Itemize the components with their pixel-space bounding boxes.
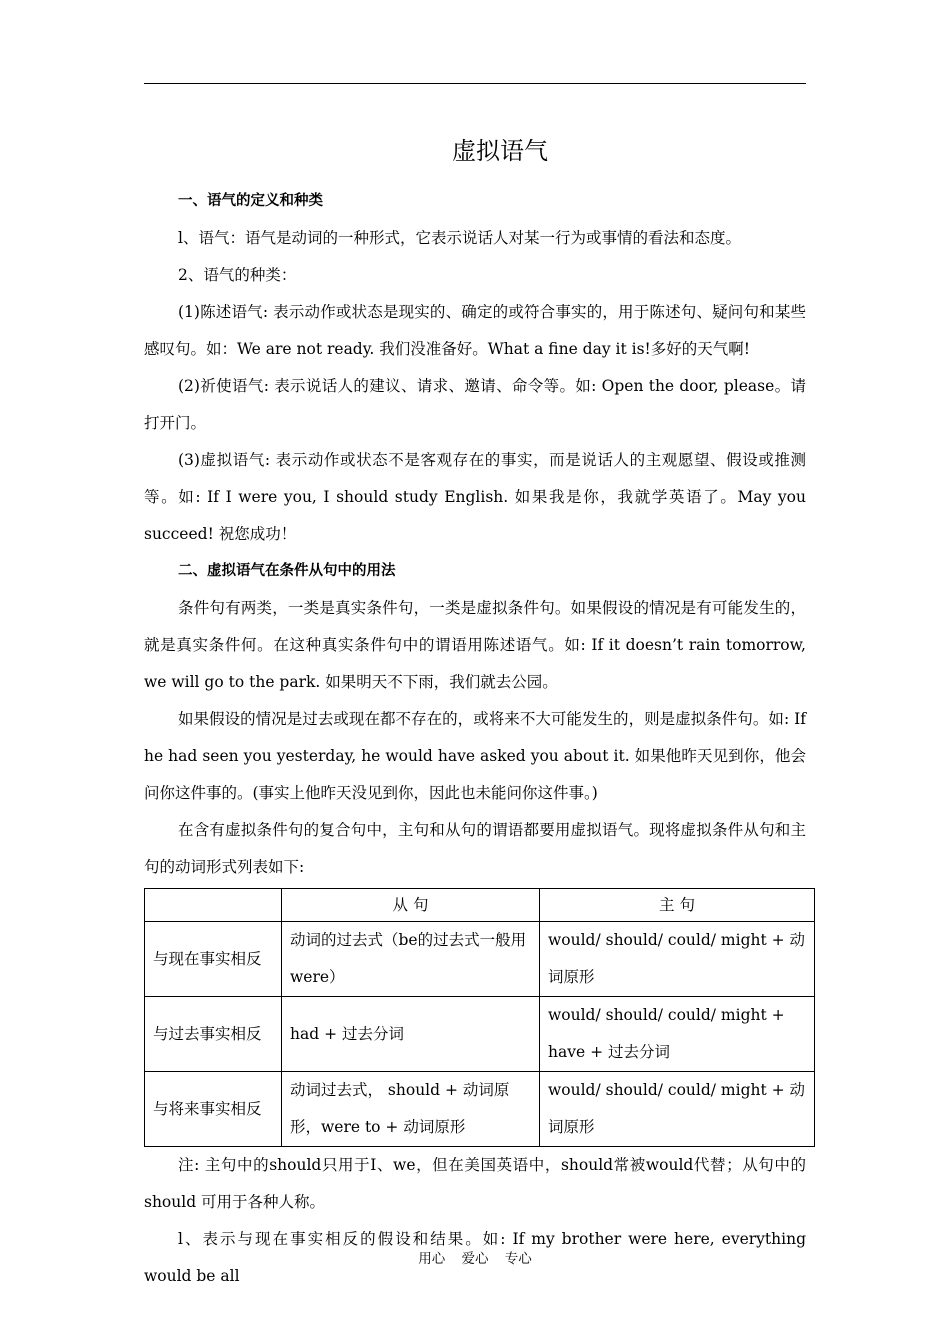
table-header-row xyxy=(145,889,815,922)
page-title: 虚拟语气 xyxy=(452,137,548,165)
usage-paragraph-1: l、表示与现在事实相反的假设和结果。如: If my brother were here, everything would be all xyxy=(144,1230,806,1285)
header-rule xyxy=(144,83,806,84)
table-header-cell: 主 句 xyxy=(540,889,815,922)
table-cell: 动词过去式， should + 动词原形，were to + 动词原形 xyxy=(282,1072,540,1147)
section1-paragraph-5: (3)虚拟语气: 表示动作或状态不是客观存在的事实，而是说话人的主观愿望、假设或推测等。如: If I were you, I should study English. 如果我是你，我就学英语了。May you succeed! 祝您成功！ xyxy=(144,451,806,543)
table-row xyxy=(145,922,815,997)
section2-paragraph-2: 如果假设的情况是过去或现在都不存在的，或将来不大可能发生的，则是虚拟条件句。如: If he had seen you yesterday, he would have asked you about it. 如果他昨天见到你，他会问你这件事的。(事实上他昨天没见到你，因此也未能问你这件事。) xyxy=(144,710,806,802)
table-note: 注: 主句中的should只用于I、we，但在美国英语中，should常被would代替；从句中的should 可用于各种人称。 xyxy=(144,1156,806,1211)
section1-paragraph-2: 2、语气的种类： xyxy=(178,266,297,284)
table-row xyxy=(145,1072,815,1147)
table-cell: 动词的过去式（be的过去式一般用were） xyxy=(282,922,540,997)
table-cell: 与将来事实相反 xyxy=(145,1072,282,1147)
table-cell: 与现在事实相反 xyxy=(145,922,282,997)
table-cell: had + 过去分词 xyxy=(282,997,540,1072)
table-cell: would/ should/ could/ might + have + 过去分词 xyxy=(540,997,815,1072)
table-header-cell: 从 句 xyxy=(282,889,540,922)
table-cell: 与过去事实相反 xyxy=(145,997,282,1072)
table-row xyxy=(145,997,815,1072)
page-footer: 用心 爱心 专心 xyxy=(418,1251,532,1267)
table-cell: would/ should/ could/ might + 动词原形 xyxy=(540,922,815,997)
section2-heading: 二、虚拟语气在条件从句中的用法 xyxy=(178,563,396,579)
document-body xyxy=(144,183,806,1295)
section1-paragraph-1: l、语气：语气是动词的一种形式，它表示说话人对某一行为或事情的看法和态度。 xyxy=(178,229,741,247)
section1-paragraph-4: (2)祈使语气: 表示说话人的建议、请求、邀请、命令等。如: Open the door, please。请打开门。 xyxy=(144,377,806,432)
table-cell: would/ should/ could/ might + 动词原形 xyxy=(540,1072,815,1147)
section2-paragraph-1: 条件句有两类，一类是真实条件句，一类是虚拟条件句。如果假设的情况是有可能发生的，就是真实条件何。在这种真实条件句中的谓语用陈述语气。如: If it doesn’t rain tomorrow, we will go to the park. 如果明天不下雨，我们就去公园。 xyxy=(144,599,806,691)
section1-heading: 一、语气的定义和种类 xyxy=(178,193,323,209)
verb-form-table xyxy=(144,888,815,1147)
table-header-cell xyxy=(145,889,282,922)
section2-paragraph-3: 在含有虚拟条件句的复合句中，主句和从句的谓语都要用虚拟语气。现将虚拟条件从句和主句的动词形式列表如下: xyxy=(144,821,806,876)
section1-paragraph-3: (1)陈述语气: 表示动作或状态是现实的、确定的或符合事实的，用于陈述句、疑问句和某些感叹句。如：We are not ready. 我们没准备好。What a fine day it is!多好的天气啊! xyxy=(144,303,806,358)
